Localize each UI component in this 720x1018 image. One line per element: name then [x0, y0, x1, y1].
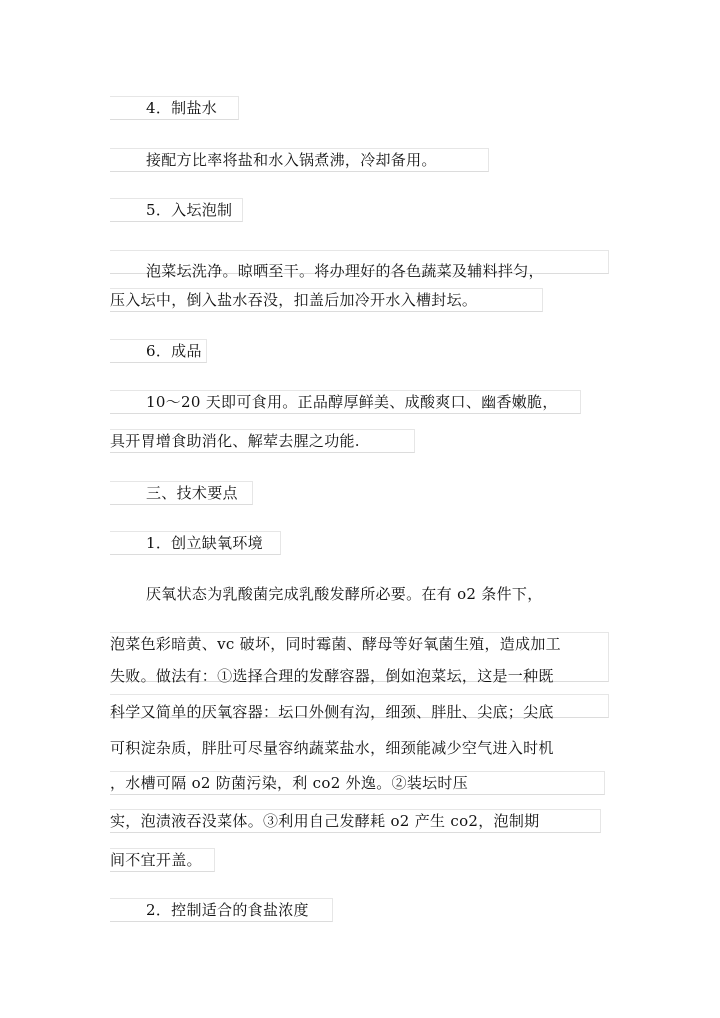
section-heading: 2．控制适合的食盐浓度 — [146, 901, 309, 919]
section-heading: 5．入坛泡制 — [146, 201, 233, 219]
section-heading: 6．成品 — [146, 342, 202, 360]
paragraph-line: 具开胃增食助消化、解荤去腥之功能. — [110, 432, 360, 450]
paragraph-line: 接配方比率将盐和水入锅煮沸，冷却备用。 — [146, 151, 437, 169]
section-heading: 1．创立缺氧环境 — [146, 534, 263, 552]
paragraph-line: 间不宜开盖。 — [110, 851, 202, 869]
section-heading: 三、技术要点 — [146, 484, 238, 502]
paragraph-line: 10～20 天即可食用。正品醇厚鲜美、成酸爽口、幽香嫩脆， — [146, 393, 558, 411]
paragraph-line: 压入坛中，倒入盐水吞没，扣盖后加冷开水入槽封坛。 — [110, 291, 478, 309]
section-heading: 4．制盐水 — [146, 99, 218, 117]
paragraph-line: ，水槽可隔 o2 防菌污染，利 co2 外逸。②装坛时压 — [110, 774, 469, 792]
paragraph-line: 厌氧状态为乳酸菌完成乳酸发酵所必要。在有 o2 条件下， — [146, 585, 543, 603]
paragraph-line: 可积淀杂质，胖肚可尽量容纳蔬菜盐水，细颈能减少空气进入时机 — [110, 739, 554, 757]
paragraph-line: 泡菜坛洗净。晾晒至干。将办理好的各色蔬菜及辅料拌匀， — [146, 262, 544, 280]
paragraph-line: 实，泡渍液吞没菜体。③利用自己发酵耗 o2 产生 co2，泡制期 — [110, 812, 540, 830]
paragraph-line: 失败。做法有：①选择合理的发酵容器，倒如泡菜坛，这是一种既 — [110, 667, 554, 685]
paragraph-line: 泡菜色彩暗黄、vc 破坏，同时霉菌、酵母等好氧菌生殖，造成加工 — [110, 635, 561, 653]
paragraph-line: 科学又简单的厌氧容器：坛口外侧有沟，细颈、胖肚、尖底；尖底 — [110, 703, 554, 721]
